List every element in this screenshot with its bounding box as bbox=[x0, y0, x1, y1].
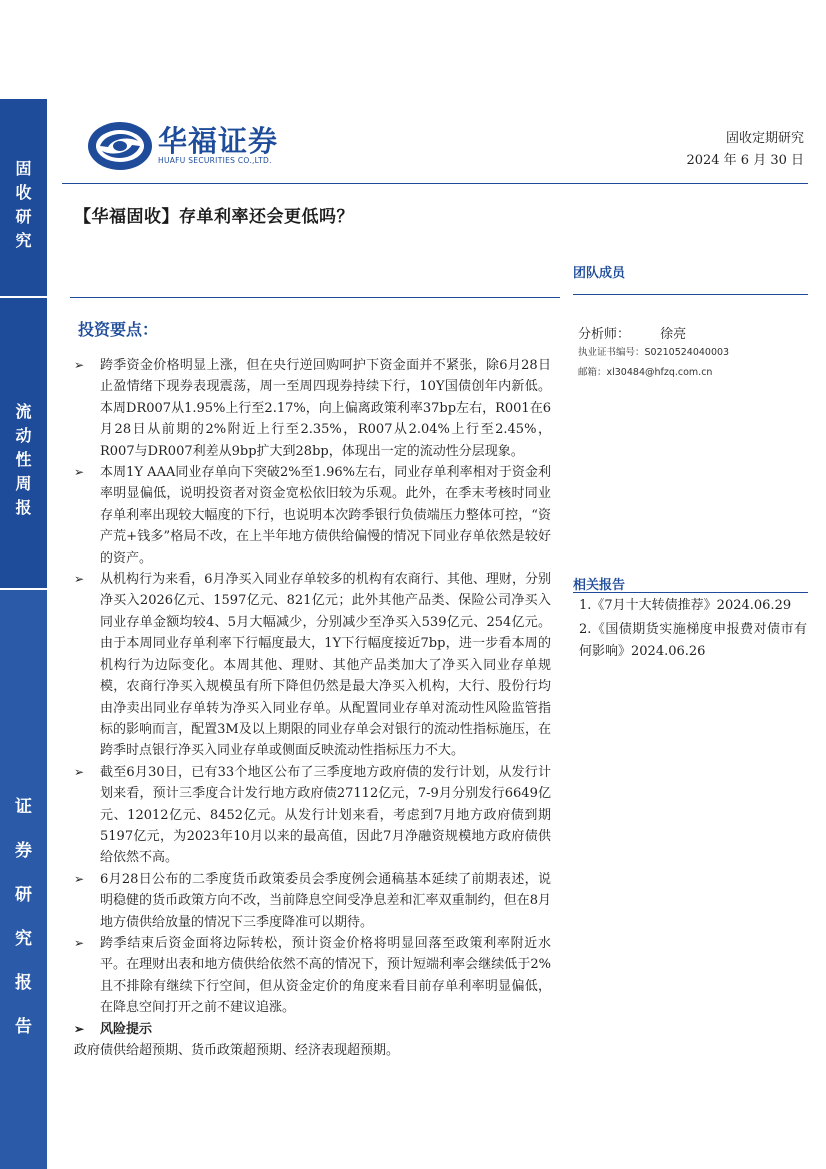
company-logo bbox=[86, 117, 301, 177]
band-char: 报 bbox=[15, 973, 32, 993]
list-item bbox=[74, 569, 551, 762]
license-number: 执业证书编号：S0210524040003 bbox=[578, 347, 730, 358]
list-item bbox=[74, 762, 551, 869]
analyst-block bbox=[578, 323, 729, 378]
list-item bbox=[74, 869, 551, 933]
band-char: 究 bbox=[15, 231, 32, 250]
analyst-label: 分析师： bbox=[578, 327, 631, 342]
key-points-heading: 投资要点： bbox=[78, 320, 159, 339]
arrow-bullet-icon: ➢ bbox=[74, 871, 85, 886]
related-reports-list bbox=[579, 595, 807, 663]
team-heading: 团队成员 bbox=[573, 266, 626, 281]
arrow-bullet-icon: ➢ bbox=[74, 935, 85, 950]
related-report-item[interactable]: 2.《国债期货实施梯度申报费对债市有何影响》2024.06.26 bbox=[579, 622, 807, 659]
band-char: 固 bbox=[15, 159, 32, 178]
arrow-bullet-icon: ➢ bbox=[74, 465, 85, 480]
band-char: 告 bbox=[15, 1017, 32, 1037]
arrow-bullet-icon: ➢ bbox=[74, 764, 85, 779]
band-char: 报 bbox=[15, 498, 32, 517]
risk-text: 政府债供给超预期、货币政策超预期、经济表现超预期。 bbox=[74, 1043, 400, 1058]
logo-chinese-name: 华福证券 bbox=[158, 124, 279, 158]
risk-heading-item bbox=[74, 1019, 551, 1040]
related-divider bbox=[573, 592, 808, 593]
point-text: 6月28日公布的二季度货币政策委员会季度例会通稿基本延续了前期表述，说明稳健的货币政策方向不改，当前降息空间受净息差和汇率双重制约，但在8月地方债供给放量的情况下三季度降准可以期待。 bbox=[100, 871, 551, 930]
list-item bbox=[74, 933, 551, 1019]
arrow-bullet-icon: ➢ bbox=[74, 1021, 85, 1036]
related-heading: 相关报告 bbox=[573, 578, 626, 593]
list-item bbox=[74, 462, 551, 569]
list-item bbox=[74, 355, 551, 462]
band-char: 动 bbox=[15, 426, 32, 445]
report-date: 2024 年 6 月 30 日 bbox=[686, 153, 804, 168]
point-text: 跨季结束后资金面将边际转松，预计资金价格将明显回落至政策利率附近水平。在理财出表和地方债供给依然不高的情况下，预计短端利率会继续低于2%且不排除有继续下行空间，但从资金定价的角度来看目前存单利率明显偏低，在降息空间打开之前不建议追涨。 bbox=[100, 935, 551, 1016]
main-divider bbox=[70, 297, 560, 298]
point-text: 本周1Y AAA同业存单向下突破2%至1.96%左右，同业存单利率相对于资金利率明显偏低，说明投资者对资金宽松依旧较为乐观。此外，在季末考核时同业存单利率出现较大幅度的下行，也说明本次跨季银行负债端压力整体可控，“资产荒+钱多”格局不改，在上半年地方债供给偏慢的情况下同业存单依然是较好的资产。 bbox=[100, 465, 551, 566]
band-char: 周 bbox=[15, 474, 32, 493]
band-char: 券 bbox=[15, 841, 32, 861]
key-points-list bbox=[74, 355, 551, 1061]
band-char: 究 bbox=[15, 929, 32, 949]
header-divider bbox=[62, 183, 808, 184]
band-char: 研 bbox=[15, 207, 32, 226]
team-divider bbox=[573, 294, 808, 295]
risk-heading: 风险提示 bbox=[100, 1021, 153, 1037]
report-type: 固收定期研究 bbox=[725, 131, 804, 146]
band-char: 研 bbox=[15, 885, 32, 905]
logo-emblem-icon bbox=[86, 119, 154, 173]
sidebar-band-fixed-income bbox=[0, 99, 47, 296]
sidebar-band-research-report bbox=[0, 590, 47, 1169]
arrow-bullet-icon: ➢ bbox=[74, 358, 85, 372]
band-char: 证 bbox=[15, 797, 32, 817]
point-text: 从机构行为来看，6月净买入同业存单较多的机构有农商行、其他、理财，分别净买入2026亿元、1597亿元、821亿元；此外其他产品类、保险公司净买入同业存单金额均较4、5月大幅减少，分别减少至净买入539亿元、254亿元。由于本周同业存单利率下行幅度最大，1Y下行幅度接近7bp，进一步看本周的机构行为边际变化。本周其他、理财、其他产品类加大了净买入同业存单规模，农商行净买入规模虽有所下降但仍然是最大净买入机构，大行、股份行均由净卖出同业存单转为净买入同业存单。从配置同业存单对流动性风险监管指标的影响而言，配置3M及以上期限的同业存单会对银行的流动性指标施压，在跨季时点银行净买入同业存单或侧面反映流动性指标压力不大。 bbox=[100, 572, 551, 759]
band-char: 流 bbox=[15, 402, 32, 421]
arrow-bullet-icon: ➢ bbox=[74, 572, 85, 587]
logo-english-name: HUAFU SECURITIES CO.,LTD. bbox=[158, 156, 272, 165]
page-title: 【华福固收】存单利率还会更低吗？ bbox=[74, 207, 354, 227]
band-char: 收 bbox=[15, 183, 32, 202]
analyst-email[interactable]: 邮箱：xl30484@hfzq.com.cn bbox=[578, 367, 713, 378]
sidebar-band-liquidity bbox=[0, 298, 47, 588]
related-report-item[interactable]: 1.《7月十大转债推荐》2024.06.29 bbox=[579, 598, 792, 613]
analyst-name: 徐亮 bbox=[660, 327, 687, 342]
point-text: 跨季资金价格明显上涨，但在央行逆回购呵护下资金面并不紧张，除6月28日止盈情绪下现券表现震荡，周一至周四现券持续下行，10Y国债创年内新低。本周DR007从1.95%上行至2.17%，向上偏离政策利率37bp左右，R001在6月28日从前期的2%附近上行至2.35%，R007从2.04%上行至2.45%，R007与DR007利差从9bp扩大到28bp，体现出一定的流动性分层现象。 bbox=[100, 358, 551, 459]
point-text: 截至6月30日，已有33个地区公布了三季度地方政府债的发行计划，从发行计划来看，预计三季度合计发行地方政府债27112亿元，7-9月分别发行6649亿元、12012亿元、8452亿元。从发行计划来看，考虑到7月地方政府债到期5197亿元，为2023年10月以来的最高值，因此7月净融资规模地方政府债供给依然不高。 bbox=[100, 764, 551, 866]
band-char: 性 bbox=[15, 450, 32, 469]
